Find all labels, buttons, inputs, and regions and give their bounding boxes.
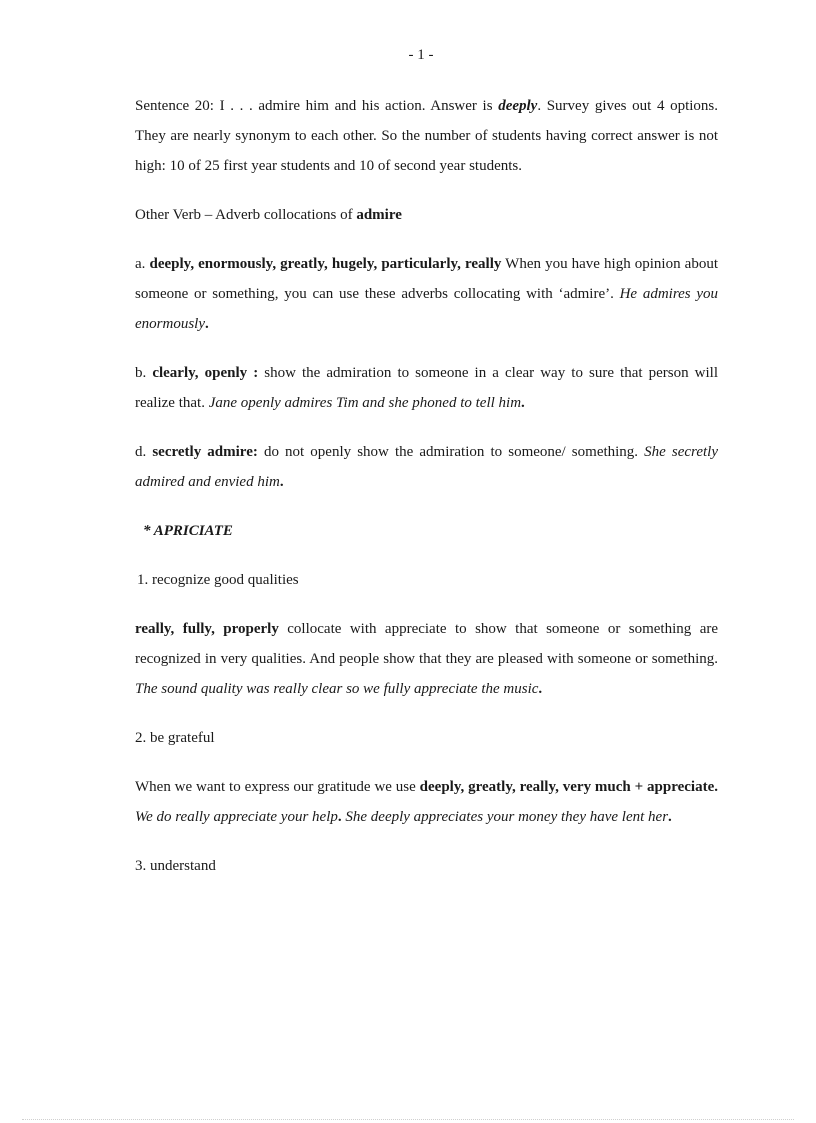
section-heading: * APRICIATE xyxy=(143,523,233,539)
punctuation: . xyxy=(205,316,209,332)
answer-word: deeply xyxy=(498,98,538,114)
adverb-list: deeply, enormously, greatly, hugely, particularly, really xyxy=(149,256,502,272)
adverb-list: clearly, openly : xyxy=(152,365,259,381)
text-run: When we want to express our gratitude we use xyxy=(135,779,420,795)
sense-2-paragraph xyxy=(135,772,718,832)
text-run: collocate with appreciate to show that someone or something are recognized in very qualities. And people show that they are pleased with someone or something. xyxy=(135,621,719,667)
punctuation: . xyxy=(521,395,525,411)
sense-3-title: 3. understand xyxy=(135,858,216,874)
text-run: Other Verb – Adverb collocations of xyxy=(135,207,357,223)
sense-1-paragraph xyxy=(135,614,718,704)
collocation-item-d xyxy=(135,437,718,497)
punctuation: . xyxy=(279,474,284,490)
collocation-item-b xyxy=(135,358,718,418)
sense-1-title: 1. recognize good qualities xyxy=(137,572,299,588)
appreciate-heading xyxy=(135,516,718,546)
text-run: When you have high opinion about someone or something, you can use these adverbs collocating with ‘admire’. xyxy=(135,256,718,302)
example-sentence: He admires you enormously xyxy=(135,286,718,332)
text-run: show the admiration to someone in a clear way to sure that person will realize that. xyxy=(135,365,719,411)
example-sentence: We do really appreciate your help xyxy=(135,809,338,825)
sense-2-title: 2. be grateful xyxy=(135,730,215,746)
punctuation: . xyxy=(538,681,543,697)
punctuation: . xyxy=(337,809,346,825)
text-run: . Survey gives out 4 options. They are nearly synonym to each other. So the number of students having correct answer is not high: 10 of 25 first year students and 10 of second year students. xyxy=(135,98,718,174)
example-sentence: She secretly admired and envied him xyxy=(135,444,718,490)
page-bottom-divider xyxy=(22,1119,794,1120)
text-run: do not openly show the admiration to someone/ something. xyxy=(257,444,645,460)
item-prefix: d. xyxy=(135,444,153,460)
example-sentence: Jane openly admires Tim and she phoned to tell him xyxy=(208,395,522,411)
adverb-list: secretly admire: xyxy=(152,444,258,460)
punctuation: . xyxy=(668,809,672,825)
item-prefix: b. xyxy=(135,365,153,381)
adverb-list: really, fully, properly xyxy=(135,621,279,637)
collocation-item-a xyxy=(135,249,718,339)
other-collocations-intro xyxy=(135,200,718,230)
example-sentence: She deeply appreciates your money they have lent her xyxy=(345,809,669,825)
keyword-admire: admire xyxy=(356,207,402,223)
sentence-20-paragraph xyxy=(135,91,718,181)
page-number: - 1 - xyxy=(408,47,434,63)
item-prefix: a. xyxy=(135,256,150,272)
document-body xyxy=(135,91,718,900)
example-sentence: The sound quality was really clear so we fully appreciate the music xyxy=(135,681,539,697)
adverb-list: deeply, greatly, really, very much + appreciate. xyxy=(419,779,718,795)
text-run: Sentence 20: I . . . admire him and his action. Answer is xyxy=(135,98,499,114)
